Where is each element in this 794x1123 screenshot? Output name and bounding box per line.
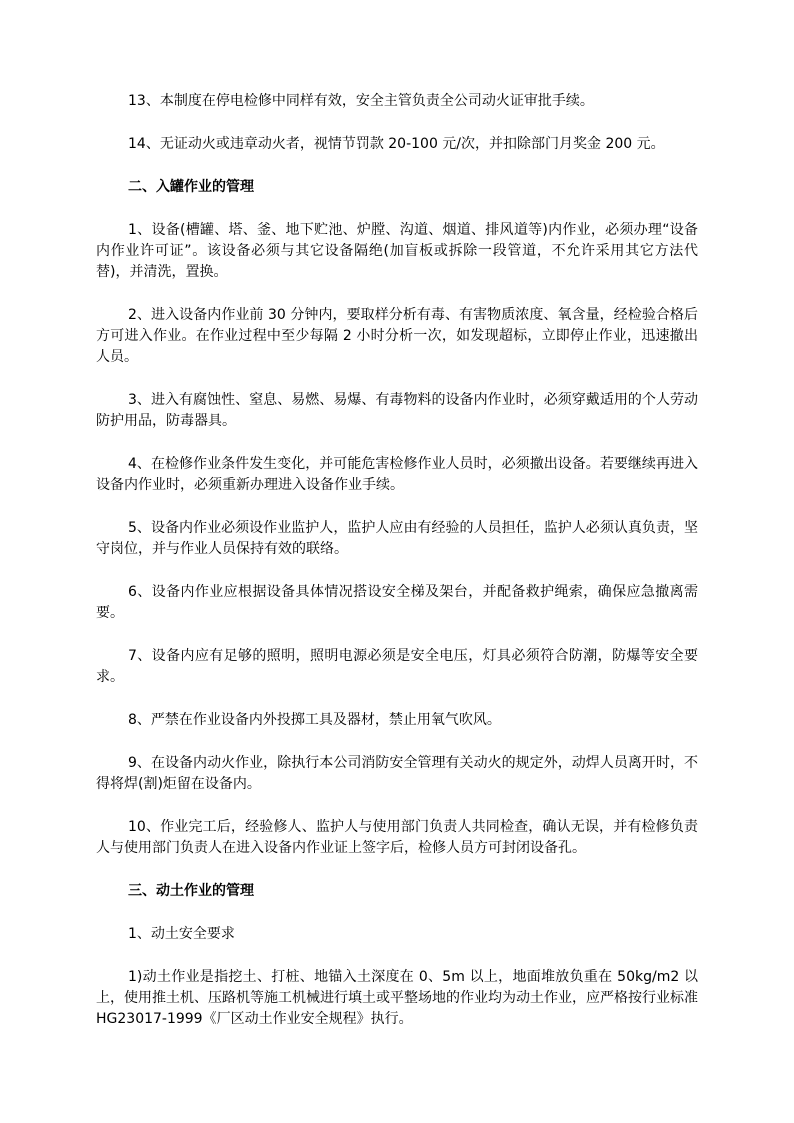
tank-entry-item-4: 4、在检修作业条件发生变化，并可能危害检修作业人员时，必须撤出设备。若要继续再进入设备内作业时，必须重新办理进入设备作业手续。 [96, 456, 698, 493]
section-heading-excavation: 三、动土作业的管理 [128, 883, 254, 899]
tank-entry-item-1: 1、设备(槽罐、塔、釜、地下贮池、炉膛、沟道、烟道、排风道等)内作业，必须办理“设备内作业许可证”。该设备必须与其它设备隔绝(加盲板或拆除一段管道，不允许采用其它方法代替)，并清洗，置换。 [96, 222, 698, 280]
tank-entry-item-6: 6、设备内作业应根据设备具体情况搭设安全梯及架台，并配备救护绳索，确保应急撤离需要。 [96, 584, 698, 621]
tank-entry-item-3: 3、进入有腐蚀性、窒息、易燃、易爆、有毒物料的设备内作业时，必须穿戴适用的个人劳动防护用品，防毒器具。 [96, 392, 698, 429]
excavation-item-1: 1)动土作业是指挖土、打桩、地锚入土深度在 0、5m 以上，地面堆放负重在 50kg/m2 以上，使用推土机、压路机等施工机械进行填土或平整场地的作业均为动土作业，应严格按行业标准 HG23017-1999《厂区动土作业安全规程》执行。 [96, 969, 698, 1027]
section-heading-tank-entry: 二、入罐作业的管理 [128, 179, 254, 195]
tank-entry-item-2: 2、进入设备内作业前 30 分钟内，要取样分析有毒、有害物质浓度、氧含量，经检验合格后方可进入作业。在作业过程中至少每隔 2 小时分析一次，如发现超标，立即停止作业，迅速撤出人员。 [96, 307, 698, 365]
tank-entry-item-9: 9、在设备内动火作业，除执行本公司消防安全管理有关动火的规定外，动焊人员离开时，不得将焊(割)炬留在设备内。 [96, 755, 698, 792]
paragraph-14: 14、无证动火或违章动火者，视情节罚款 20-100 元/次，并扣除部门月奖金 200 元。 [128, 136, 665, 152]
tank-entry-item-5: 5、设备内作业必须设作业监护人，监护人应由有经验的人员担任，监护人必须认真负责，坚守岗位，并与作业人员保持有效的联络。 [96, 520, 698, 557]
document-body [96, 91, 698, 1052]
excavation-subheading: 1、动土安全要求 [128, 926, 235, 942]
tank-entry-item-10: 10、作业完工后，经验修人、监护人与使用部门负责人共同检查，确认无误，并有检修负责人与使用部门负责人在进入设备内作业证上签字后，检修人员方可封闭设备孔。 [96, 819, 698, 856]
tank-entry-item-8: 8、严禁在作业设备内外投掷工具及器材，禁止用氧气吹风。 [128, 712, 501, 728]
paragraph-13: 13、本制度在停电检修中同样有效，安全主管负责全公司动火证审批手续。 [128, 93, 594, 109]
tank-entry-item-7: 7、设备内应有足够的照明，照明电源必须是安全电压，灯具必须符合防潮，防爆等安全要求。 [96, 648, 698, 685]
